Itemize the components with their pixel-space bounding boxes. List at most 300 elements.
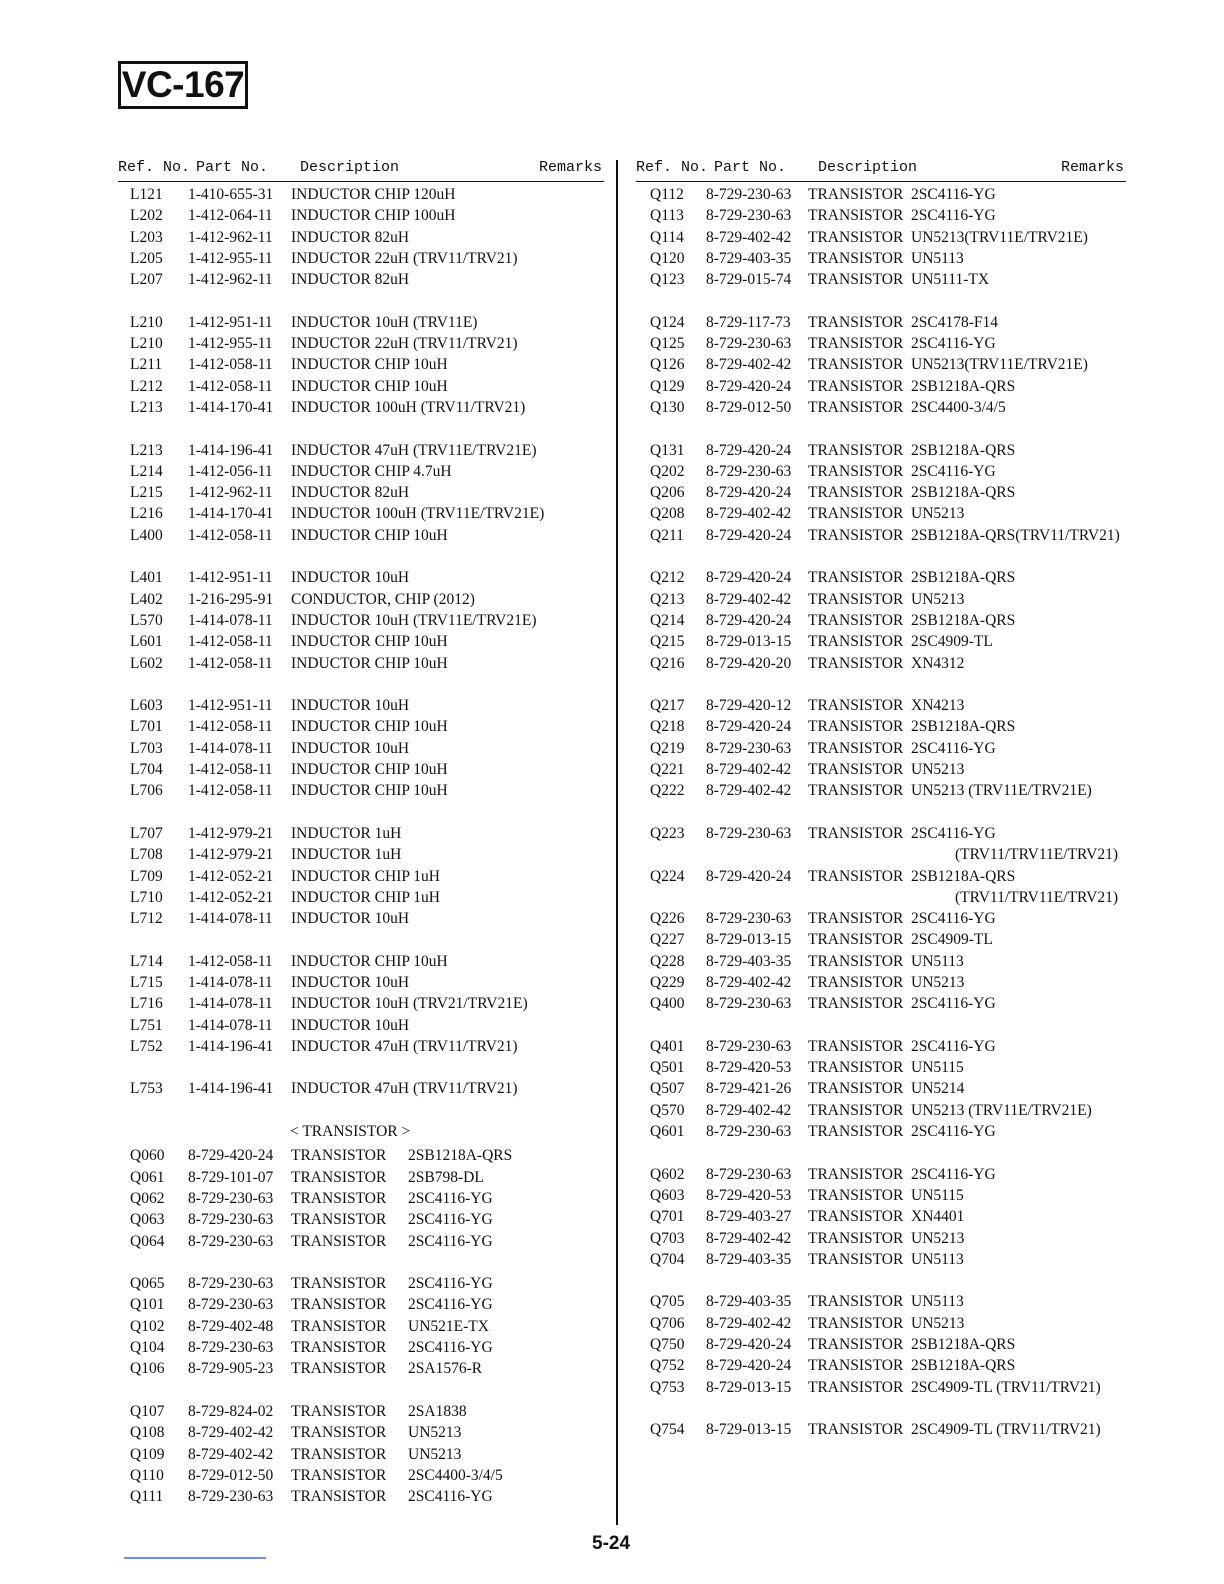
description: TRANSISTOR bbox=[808, 356, 904, 374]
ref-number: Q129 bbox=[650, 377, 685, 395]
remarks: 2SB1218A-QRS bbox=[911, 1357, 1016, 1375]
remarks: UN5113 bbox=[911, 952, 964, 970]
description: INDUCTOR CHIP 120uH bbox=[291, 186, 456, 203]
description: INDUCTOR CHIP 10uH bbox=[291, 654, 448, 672]
remarks: 2SC4116-YG bbox=[408, 1189, 493, 1207]
ref-number: L709 bbox=[130, 867, 163, 885]
part-number: 1-412-058-11 bbox=[188, 718, 273, 736]
parts-column-left bbox=[118, 157, 604, 1508]
description: TRANSISTOR bbox=[808, 952, 904, 970]
part-number: 1-412-058-11 bbox=[188, 654, 273, 672]
part-number: 1-414-078-11 bbox=[188, 995, 273, 1013]
table-row bbox=[636, 1356, 1126, 1377]
part-number: 1-410-655-31 bbox=[188, 186, 274, 203]
description: TRANSISTOR bbox=[808, 441, 904, 459]
description: INDUCTOR CHIP 10uH bbox=[291, 761, 448, 779]
table-row bbox=[118, 739, 604, 760]
table-row bbox=[118, 249, 604, 270]
ref-number: Q113 bbox=[650, 207, 684, 225]
description: TRANSISTOR bbox=[808, 590, 904, 608]
remarks: 2SC4116-YG bbox=[911, 1123, 996, 1141]
table-row bbox=[118, 462, 604, 483]
part-number: 8-729-013-15 bbox=[706, 931, 792, 949]
ref-number: Q064 bbox=[130, 1232, 165, 1250]
ref-number: Q211 bbox=[650, 526, 684, 544]
part-number: 8-729-230-63 bbox=[706, 186, 792, 203]
ref-number: Q126 bbox=[650, 356, 685, 374]
remarks: UN5213 bbox=[911, 505, 965, 523]
description: TRANSISTOR bbox=[291, 1275, 387, 1293]
remarks: UN5213 bbox=[408, 1445, 462, 1463]
description: TRANSISTOR bbox=[808, 931, 904, 949]
description: CONDUCTOR, CHIP (2012) bbox=[291, 590, 475, 608]
ref-number: L707 bbox=[130, 824, 163, 842]
description: TRANSISTOR bbox=[808, 739, 904, 757]
column-header bbox=[118, 157, 604, 182]
table-row bbox=[118, 760, 604, 781]
description: INDUCTOR CHIP 1uH bbox=[291, 867, 440, 885]
remarks: UN5213 bbox=[408, 1424, 462, 1442]
ref-number: Q226 bbox=[650, 910, 685, 928]
table-row bbox=[118, 441, 604, 462]
description: TRANSISTOR bbox=[291, 1339, 387, 1357]
table-row bbox=[118, 1079, 604, 1100]
part-number: 8-729-230-63 bbox=[706, 335, 792, 353]
description: INDUCTOR CHIP 10uH bbox=[291, 718, 448, 736]
table-row bbox=[118, 909, 604, 930]
ref-number: L402 bbox=[130, 590, 163, 608]
ref-number: Q701 bbox=[650, 1208, 685, 1226]
description: TRANSISTOR bbox=[808, 1336, 904, 1354]
table-row bbox=[118, 1445, 604, 1466]
description: TRANSISTOR bbox=[808, 611, 904, 629]
table-row bbox=[636, 739, 1126, 760]
ref-number: Q107 bbox=[130, 1402, 165, 1420]
part-number: 1-412-058-11 bbox=[188, 782, 273, 800]
description: TRANSISTOR bbox=[808, 1165, 904, 1183]
ref-number: L400 bbox=[130, 526, 163, 544]
part-number: 1-412-955-11 bbox=[188, 335, 273, 353]
description: TRANSISTOR bbox=[808, 271, 904, 289]
part-number: 1-414-196-41 bbox=[188, 1037, 274, 1055]
ref-number: L751 bbox=[130, 1016, 163, 1034]
part-number: 8-729-402-42 bbox=[706, 782, 792, 800]
table-row bbox=[636, 994, 1126, 1015]
ref-number: Q752 bbox=[650, 1357, 685, 1375]
remarks: XN4312 bbox=[911, 654, 965, 672]
description: TRANSISTOR bbox=[808, 910, 904, 928]
description: INDUCTOR 10uH (TRV21/TRV21E) bbox=[291, 995, 528, 1013]
remarks: 2SC4116-YG bbox=[911, 462, 996, 480]
remarks: UN5213 bbox=[911, 1314, 965, 1332]
table-row bbox=[118, 781, 604, 802]
ref-number: Q224 bbox=[650, 867, 685, 885]
table-row bbox=[636, 441, 1126, 462]
part-number: 8-729-013-15 bbox=[706, 1378, 792, 1396]
ref-number: Q753 bbox=[650, 1378, 685, 1396]
table-row bbox=[636, 1335, 1126, 1356]
table-row bbox=[118, 504, 604, 525]
description: INDUCTOR CHIP 10uH bbox=[291, 377, 448, 395]
header-part: Part No. bbox=[714, 159, 787, 176]
ref-number: Q130 bbox=[650, 398, 685, 416]
table-row bbox=[636, 888, 1126, 909]
part-number: 8-729-230-63 bbox=[188, 1488, 274, 1506]
ref-number: L714 bbox=[130, 952, 163, 970]
table-row bbox=[636, 504, 1126, 525]
description: TRANSISTOR bbox=[808, 484, 904, 502]
description: INDUCTOR CHIP 10uH bbox=[291, 526, 448, 544]
remarks: 2SC4909-TL (TRV11/TRV21) bbox=[911, 1378, 1101, 1396]
remarks: 2SB1218A-QRS bbox=[911, 867, 1016, 885]
ref-number: L205 bbox=[130, 249, 163, 267]
part-number: 1-412-951-11 bbox=[188, 313, 273, 331]
ref-number: L603 bbox=[130, 697, 163, 715]
description: INDUCTOR 100uH (TRV11E/TRV21E) bbox=[291, 505, 545, 523]
part-number: 1-216-295-91 bbox=[188, 590, 274, 608]
table-row bbox=[118, 994, 604, 1015]
ref-number: Q061 bbox=[130, 1168, 165, 1186]
description: TRANSISTOR bbox=[808, 186, 904, 203]
ref-number: L570 bbox=[130, 611, 163, 629]
description: TRANSISTOR bbox=[808, 377, 904, 395]
part-number: 1-412-052-21 bbox=[188, 867, 274, 885]
table-row bbox=[118, 1423, 604, 1444]
remarks: 2SC4116-YG bbox=[408, 1275, 493, 1293]
part-number: 8-729-420-24 bbox=[706, 1357, 792, 1375]
remarks: 2SC4116-YG bbox=[911, 739, 996, 757]
ref-number: Q501 bbox=[650, 1059, 685, 1077]
remarks: UN521E-TX bbox=[408, 1317, 489, 1335]
table-row bbox=[118, 888, 604, 909]
table-row bbox=[118, 1359, 604, 1380]
part-number: 8-729-403-35 bbox=[706, 952, 792, 970]
part-number: 8-729-420-24 bbox=[706, 441, 792, 459]
ref-number: L216 bbox=[130, 505, 163, 523]
ref-number: Q217 bbox=[650, 697, 685, 715]
ref-number: Q750 bbox=[650, 1336, 685, 1354]
table-row bbox=[636, 355, 1126, 376]
description: INDUCTOR 10uH (TRV11E) bbox=[291, 313, 478, 331]
remarks: UN5213 bbox=[911, 973, 965, 991]
ref-number: Q208 bbox=[650, 505, 685, 523]
part-number: 8-729-420-20 bbox=[706, 654, 792, 672]
description: TRANSISTOR bbox=[291, 1296, 387, 1314]
remarks: UN5115 bbox=[911, 1059, 964, 1077]
description: TRANSISTOR bbox=[291, 1445, 387, 1463]
part-number: 8-729-230-63 bbox=[706, 739, 792, 757]
description: TRANSISTOR bbox=[291, 1211, 387, 1229]
table-row bbox=[118, 824, 604, 845]
model-label: VC-167 bbox=[118, 61, 248, 109]
part-number: 8-729-230-63 bbox=[188, 1189, 274, 1207]
remarks: UN5113 bbox=[911, 1293, 964, 1311]
table-row bbox=[118, 313, 604, 334]
description: TRANSISTOR bbox=[808, 1080, 904, 1098]
table-row bbox=[118, 632, 604, 653]
table-row bbox=[636, 1165, 1126, 1186]
description: TRANSISTOR bbox=[808, 462, 904, 480]
remarks: 2SB1218A-QRS bbox=[911, 569, 1016, 587]
part-number: 8-729-230-63 bbox=[188, 1339, 274, 1357]
description: INDUCTOR CHIP 10uH bbox=[291, 782, 448, 800]
part-number: 8-729-230-63 bbox=[706, 910, 792, 928]
table-row bbox=[636, 270, 1126, 291]
description: TRANSISTOR bbox=[808, 1208, 904, 1226]
part-number: 8-729-402-42 bbox=[706, 505, 792, 523]
ref-number: L203 bbox=[130, 228, 163, 246]
ref-number: Q108 bbox=[130, 1424, 165, 1442]
description: TRANSISTOR bbox=[808, 505, 904, 523]
remarks: 2SC4909-TL bbox=[911, 931, 993, 949]
ref-number: Q704 bbox=[650, 1250, 685, 1268]
part-number: 8-729-015-74 bbox=[706, 271, 792, 289]
part-number: 8-729-230-63 bbox=[188, 1232, 274, 1250]
description: TRANSISTOR bbox=[808, 824, 904, 842]
ref-number: L703 bbox=[130, 739, 163, 757]
page-number: 5-24 bbox=[592, 1533, 631, 1554]
ref-number: Q060 bbox=[130, 1147, 165, 1165]
transistor-list-left bbox=[118, 1143, 604, 1508]
ref-number: Q507 bbox=[650, 1080, 685, 1098]
description: INDUCTOR CHIP 10uH bbox=[291, 633, 448, 651]
table-row bbox=[118, 228, 604, 249]
ref-number: L401 bbox=[130, 569, 163, 587]
description: INDUCTOR 22uH (TRV11/TRV21) bbox=[291, 335, 518, 353]
ref-number: Q223 bbox=[650, 824, 685, 842]
ref-number: Q102 bbox=[130, 1317, 165, 1335]
description: INDUCTOR 22uH (TRV11/TRV21) bbox=[291, 249, 518, 267]
description: INDUCTOR 10uH bbox=[291, 910, 410, 928]
ref-number: L214 bbox=[130, 462, 163, 480]
remarks: 2SB1218A-QRS bbox=[911, 611, 1016, 629]
table-row bbox=[118, 377, 604, 398]
description: TRANSISTOR bbox=[291, 1360, 387, 1378]
ref-number: L601 bbox=[130, 633, 163, 651]
description: TRANSISTOR bbox=[291, 1168, 387, 1186]
part-number: 1-412-951-11 bbox=[188, 697, 273, 715]
table-row bbox=[636, 1250, 1126, 1271]
table-row bbox=[636, 909, 1126, 930]
description: TRANSISTOR bbox=[808, 335, 904, 353]
ref-number: Q215 bbox=[650, 633, 685, 651]
table-row bbox=[636, 654, 1126, 675]
ref-number: Q112 bbox=[650, 186, 684, 203]
ref-number: Q206 bbox=[650, 484, 685, 502]
table-row bbox=[118, 1189, 604, 1210]
ref-number: L121 bbox=[130, 186, 163, 203]
description: TRANSISTOR bbox=[808, 1314, 904, 1332]
part-number: 8-729-402-42 bbox=[188, 1445, 274, 1463]
part-number: 8-729-420-24 bbox=[706, 718, 792, 736]
table-row bbox=[636, 781, 1126, 802]
table-row bbox=[118, 973, 604, 994]
ref-number: L706 bbox=[130, 782, 163, 800]
ref-number: L710 bbox=[130, 888, 163, 906]
part-number: 1-412-058-11 bbox=[188, 377, 273, 395]
table-row bbox=[636, 1079, 1126, 1100]
ref-number: L712 bbox=[130, 910, 163, 928]
description: INDUCTOR 10uH bbox=[291, 973, 410, 991]
description: TRANSISTOR bbox=[808, 654, 904, 672]
table-row bbox=[636, 1101, 1126, 1122]
part-number: 8-729-420-53 bbox=[706, 1059, 792, 1077]
ref-number: Q123 bbox=[650, 271, 685, 289]
part-number: 8-729-905-23 bbox=[188, 1360, 274, 1378]
table-row bbox=[636, 526, 1126, 547]
table-row bbox=[118, 845, 604, 866]
table-row bbox=[636, 313, 1126, 334]
part-number: 8-729-230-63 bbox=[706, 995, 792, 1013]
table-row bbox=[118, 654, 604, 675]
remarks: 2SC4116-YG bbox=[408, 1488, 493, 1506]
table-row bbox=[636, 1292, 1126, 1313]
ref-number: L716 bbox=[130, 995, 163, 1013]
part-number: 1-412-058-11 bbox=[188, 952, 273, 970]
part-number: 8-729-420-24 bbox=[706, 867, 792, 885]
description: INDUCTOR CHIP 4.7uH bbox=[291, 462, 452, 480]
description: INDUCTOR CHIP 10uH bbox=[291, 952, 448, 970]
ref-number: Q062 bbox=[130, 1189, 165, 1207]
part-number: 1-412-058-11 bbox=[188, 761, 273, 779]
table-row bbox=[118, 206, 604, 227]
ref-number: Q101 bbox=[130, 1296, 165, 1314]
part-number: 1-414-170-41 bbox=[188, 398, 274, 416]
ref-number: Q111 bbox=[130, 1488, 164, 1506]
description: TRANSISTOR bbox=[808, 718, 904, 736]
table-row bbox=[636, 867, 1126, 888]
part-number: 1-414-078-11 bbox=[188, 611, 273, 629]
ref-number: L708 bbox=[130, 846, 163, 864]
description: TRANSISTOR bbox=[808, 249, 904, 267]
description: INDUCTOR 47uH (TRV11/TRV21) bbox=[291, 1037, 518, 1055]
remarks: UN5115 bbox=[911, 1186, 964, 1204]
part-number: 8-729-420-24 bbox=[706, 569, 792, 587]
ref-number: L704 bbox=[130, 761, 163, 779]
header-description: Description bbox=[300, 159, 400, 176]
remarks: 2SB798-DL bbox=[408, 1168, 484, 1186]
remarks: UN5213(TRV11E/TRV21E) bbox=[911, 228, 1088, 246]
ref-number: L212 bbox=[130, 377, 163, 395]
remarks: 2SC4909-TL (TRV11/TRV21) bbox=[911, 1421, 1101, 1439]
description: TRANSISTOR bbox=[808, 313, 904, 331]
description: TRANSISTOR bbox=[808, 867, 904, 885]
table-row bbox=[118, 185, 604, 206]
description: TRANSISTOR bbox=[808, 1229, 904, 1247]
ref-number: L211 bbox=[130, 356, 163, 374]
part-number: 1-412-052-21 bbox=[188, 888, 274, 906]
table-row bbox=[636, 611, 1126, 632]
description: TRANSISTOR bbox=[808, 1293, 904, 1311]
remarks: 2SC4116-YG bbox=[911, 207, 996, 225]
table-row bbox=[636, 206, 1126, 227]
part-number: 1-412-955-11 bbox=[188, 249, 273, 267]
ref-number: Q228 bbox=[650, 952, 685, 970]
description: INDUCTOR 1uH bbox=[291, 824, 402, 842]
description: TRANSISTOR bbox=[808, 995, 904, 1013]
remarks-continuation: (TRV11/TRV11E/TRV21) bbox=[954, 888, 1118, 906]
table-row bbox=[636, 824, 1126, 845]
ref-number: Q110 bbox=[130, 1466, 164, 1484]
ref-number: Q219 bbox=[650, 739, 685, 757]
description: TRANSISTOR bbox=[808, 1357, 904, 1375]
ref-number: Q114 bbox=[650, 228, 684, 246]
table-row bbox=[636, 398, 1126, 419]
ref-number: Q104 bbox=[130, 1339, 165, 1357]
remarks: 2SC4116-YG bbox=[911, 824, 996, 842]
part-number: 8-729-101-07 bbox=[188, 1168, 274, 1186]
part-number: 8-729-824-02 bbox=[188, 1402, 274, 1420]
part-number: 8-729-230-63 bbox=[706, 1123, 792, 1141]
description: INDUCTOR CHIP 10uH bbox=[291, 356, 448, 374]
table-row bbox=[636, 1314, 1126, 1335]
ref-number: Q218 bbox=[650, 718, 685, 736]
ref-number: L210 bbox=[130, 313, 163, 331]
table-row bbox=[636, 1186, 1126, 1207]
part-number: 8-729-402-48 bbox=[188, 1317, 274, 1335]
table-row bbox=[118, 1232, 604, 1253]
description: INDUCTOR 10uH bbox=[291, 569, 410, 587]
table-row bbox=[636, 377, 1126, 398]
table-row bbox=[636, 483, 1126, 504]
remarks: UN5213 bbox=[911, 590, 965, 608]
table-row bbox=[118, 355, 604, 376]
remarks: 2SB1218A-QRS bbox=[911, 377, 1016, 395]
part-number: 8-729-402-42 bbox=[188, 1424, 274, 1442]
table-row bbox=[636, 1122, 1126, 1143]
ref-number: Q063 bbox=[130, 1211, 165, 1229]
part-number: 8-729-230-63 bbox=[188, 1211, 274, 1229]
table-row bbox=[636, 568, 1126, 589]
description: TRANSISTOR bbox=[291, 1488, 387, 1506]
description: TRANSISTOR bbox=[808, 207, 904, 225]
description: TRANSISTOR bbox=[808, 1059, 904, 1077]
table-row bbox=[118, 590, 604, 611]
part-number: 8-729-013-15 bbox=[706, 633, 792, 651]
remarks: 2SC4116-YG bbox=[911, 1037, 996, 1055]
remarks: 2SA1838 bbox=[408, 1402, 467, 1420]
remarks: UN5214 bbox=[911, 1080, 965, 1098]
remarks: 2SC4116-YG bbox=[911, 995, 996, 1013]
table-row bbox=[118, 270, 604, 291]
column-header bbox=[636, 157, 1126, 182]
description: TRANSISTOR bbox=[808, 569, 904, 587]
ref-number: Q703 bbox=[650, 1229, 685, 1247]
description: INDUCTOR 82uH bbox=[291, 228, 410, 246]
part-number: 8-729-012-50 bbox=[706, 398, 792, 416]
ref-number: Q601 bbox=[650, 1123, 685, 1141]
description: TRANSISTOR bbox=[808, 526, 904, 544]
remarks: 2SC4116-YG bbox=[911, 910, 996, 928]
description: TRANSISTOR bbox=[291, 1317, 387, 1335]
ref-number: L202 bbox=[130, 207, 163, 225]
part-number: 1-414-078-11 bbox=[188, 910, 273, 928]
part-number: 8-729-402-42 bbox=[706, 1314, 792, 1332]
part-number: 8-729-403-35 bbox=[706, 1293, 792, 1311]
part-number: 8-729-403-35 bbox=[706, 249, 792, 267]
remarks-continuation: (TRV11/TRV11E/TRV21) bbox=[954, 846, 1118, 864]
part-number: 8-729-230-63 bbox=[188, 1296, 274, 1314]
ref-number: Q706 bbox=[650, 1314, 685, 1332]
table-row bbox=[636, 930, 1126, 951]
part-number: 1-412-962-11 bbox=[188, 484, 273, 502]
footer-rule bbox=[124, 1557, 266, 1559]
table-row bbox=[118, 1338, 604, 1359]
ref-number: Q120 bbox=[650, 249, 685, 267]
ref-number: Q570 bbox=[650, 1101, 685, 1119]
table-row bbox=[636, 760, 1126, 781]
part-number: 8-729-420-24 bbox=[188, 1147, 274, 1165]
